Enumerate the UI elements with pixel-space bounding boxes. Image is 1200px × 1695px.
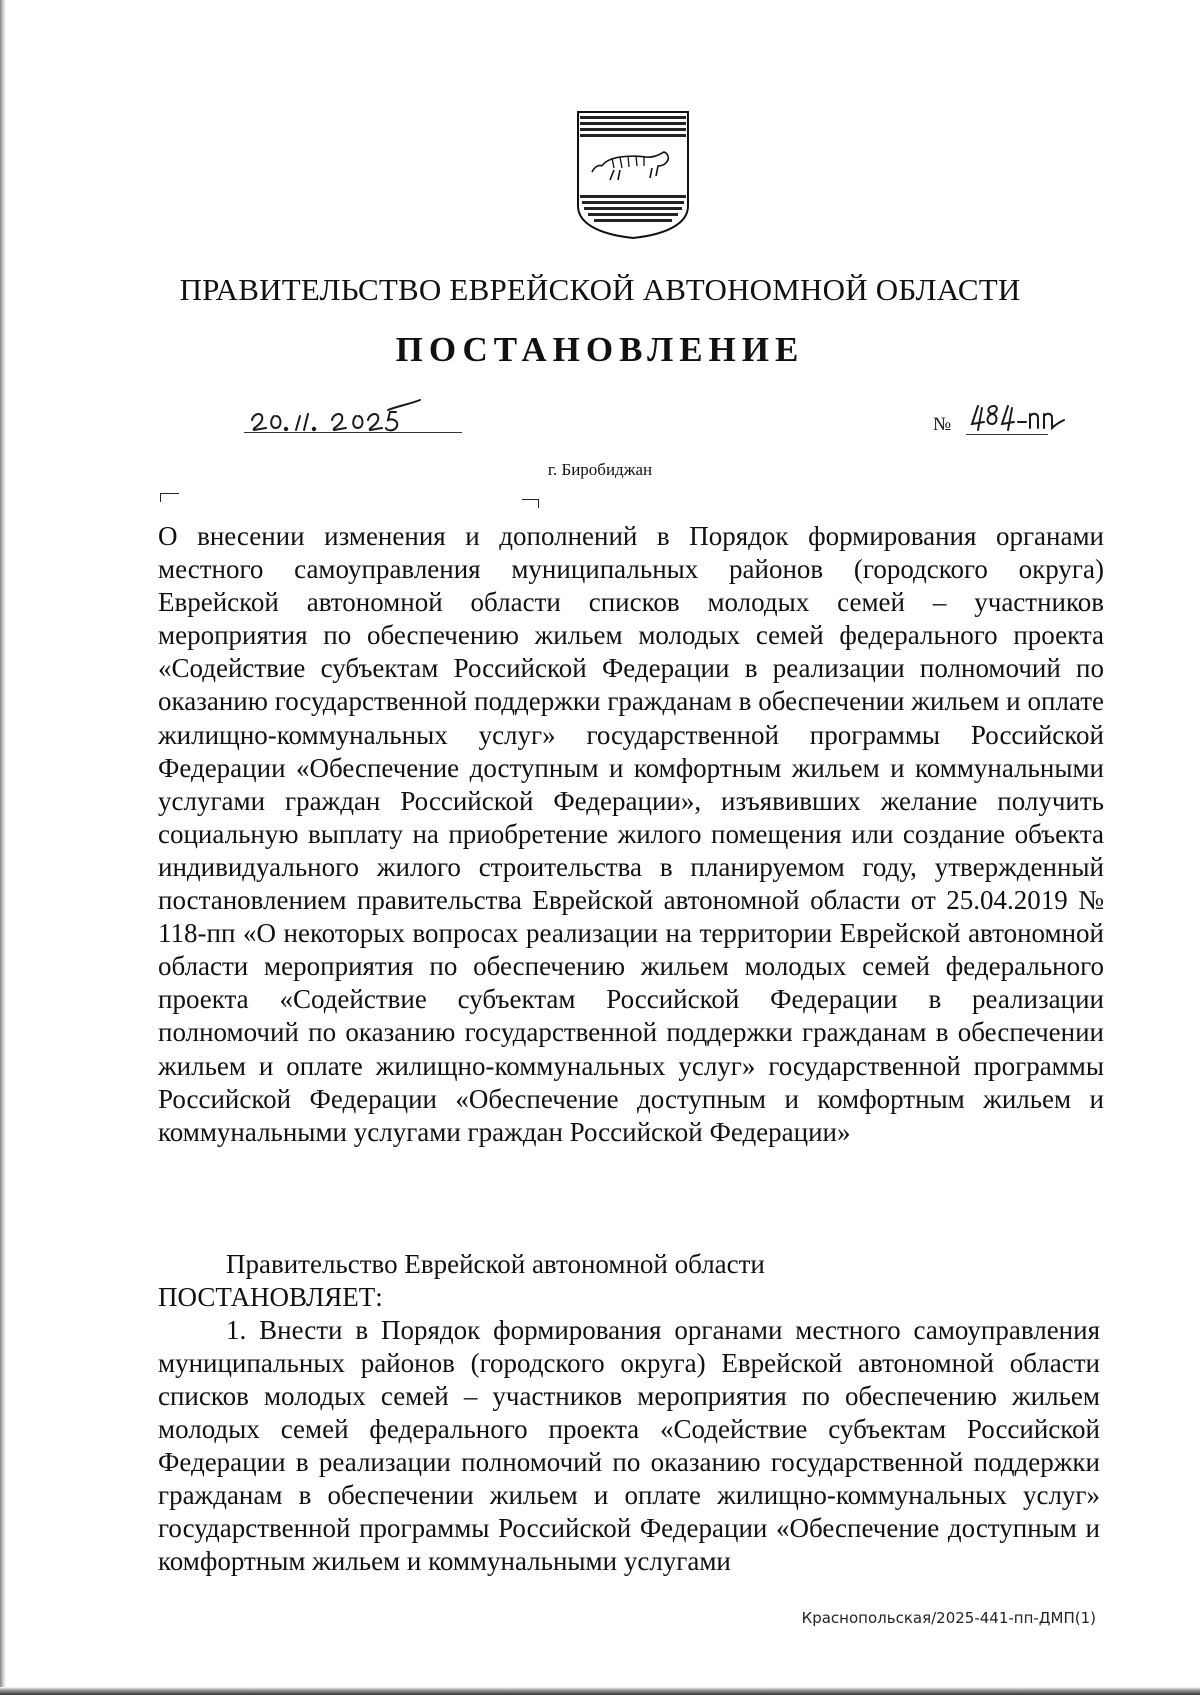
government-name: ПРАВИТЕЛЬСТВО ЕВРЕЙСКОЙ АВТОНОМНОЙ ОБЛАСТИ — [179, 272, 1021, 307]
decree-word: ПОСТАНОВЛЯЕТ: — [158, 1282, 383, 1312]
paragraph-1: 1. Внести в Порядок формирования органами местного самоуправления муниципальных районов (городского округа) Еврейской автономной области списков молодых семей – участников мероприятия по обеспечению жильем молодых семей федерального проекта «Содействие субъектам Российской Федерации в реализации полномочий по оказанию государственной поддержки гражданам в обеспечении жильем и оплате жилищно-коммунальных услуг» государственной программы Российской Федерации «Обеспечение доступным и комфортным жильем и коммунальными услугами — [158, 1315, 1100, 1576]
title-corner-left — [160, 493, 179, 502]
handwritten-date — [248, 394, 428, 434]
handwritten-number — [968, 394, 1068, 434]
city: г. Биробиджан — [547, 460, 653, 479]
government-line: Правительство Еврейской автономной области — [226, 1249, 765, 1279]
date-underline — [244, 432, 462, 433]
number-underline — [966, 434, 1048, 435]
document-code: Краснопольская/2025-441-пп-ДМП(1) — [801, 1609, 1096, 1627]
scan-left-edge — [0, 0, 6, 1695]
title-corner-right — [522, 499, 539, 508]
decree-title: О внесении изменения и дополнений в Порядок формирования органами местного самоуправления муниципальных районов (городского округа) Еврейской автономной области списков молодых семей – участников мероприятия по обеспечению жильем молодых семей федерального проекта «Содействие субъектам Российской Федерации в реализации полномочий по оказанию государственной поддержки гражданам в обеспечении жильем и оплате жилищно-коммунальных услуг» государственной программы Российской Федерации «Обеспечение доступным и комфортным жильем и коммунальными услугами граждан Российской Федерации», изъявивших желание получить социальную выплату на приобретение жилого помещения или создание объекта индивидуального жилого строительства в планируемом году, утвержденный постановлением правительства Еврейской автономной области от 25.04.2019 № 118-пп «О некоторых вопросах реализации на территории Еврейской автономной области мероприятия по обеспечению жильем молодых семей федерального проекта «Содействие субъектам Российской Федерации в реализации полномочий по оказанию государственной поддержки гражданам в обеспечении жильем и оплате жилищно-коммунальных услуг» государственной программы Российской Федерации «Обеспечение доступным и комфортным жильем и коммунальными услугами граждан Российской Федерации» — [158, 521, 1104, 1147]
coat-of-arms-emblem — [574, 108, 692, 240]
scan-bottom-edge — [0, 1687, 1200, 1695]
document-type: ПОСТАНОВЛЕНИЕ — [395, 330, 805, 369]
number-label: № — [933, 414, 952, 435]
decree-body — [158, 1248, 1100, 1578]
